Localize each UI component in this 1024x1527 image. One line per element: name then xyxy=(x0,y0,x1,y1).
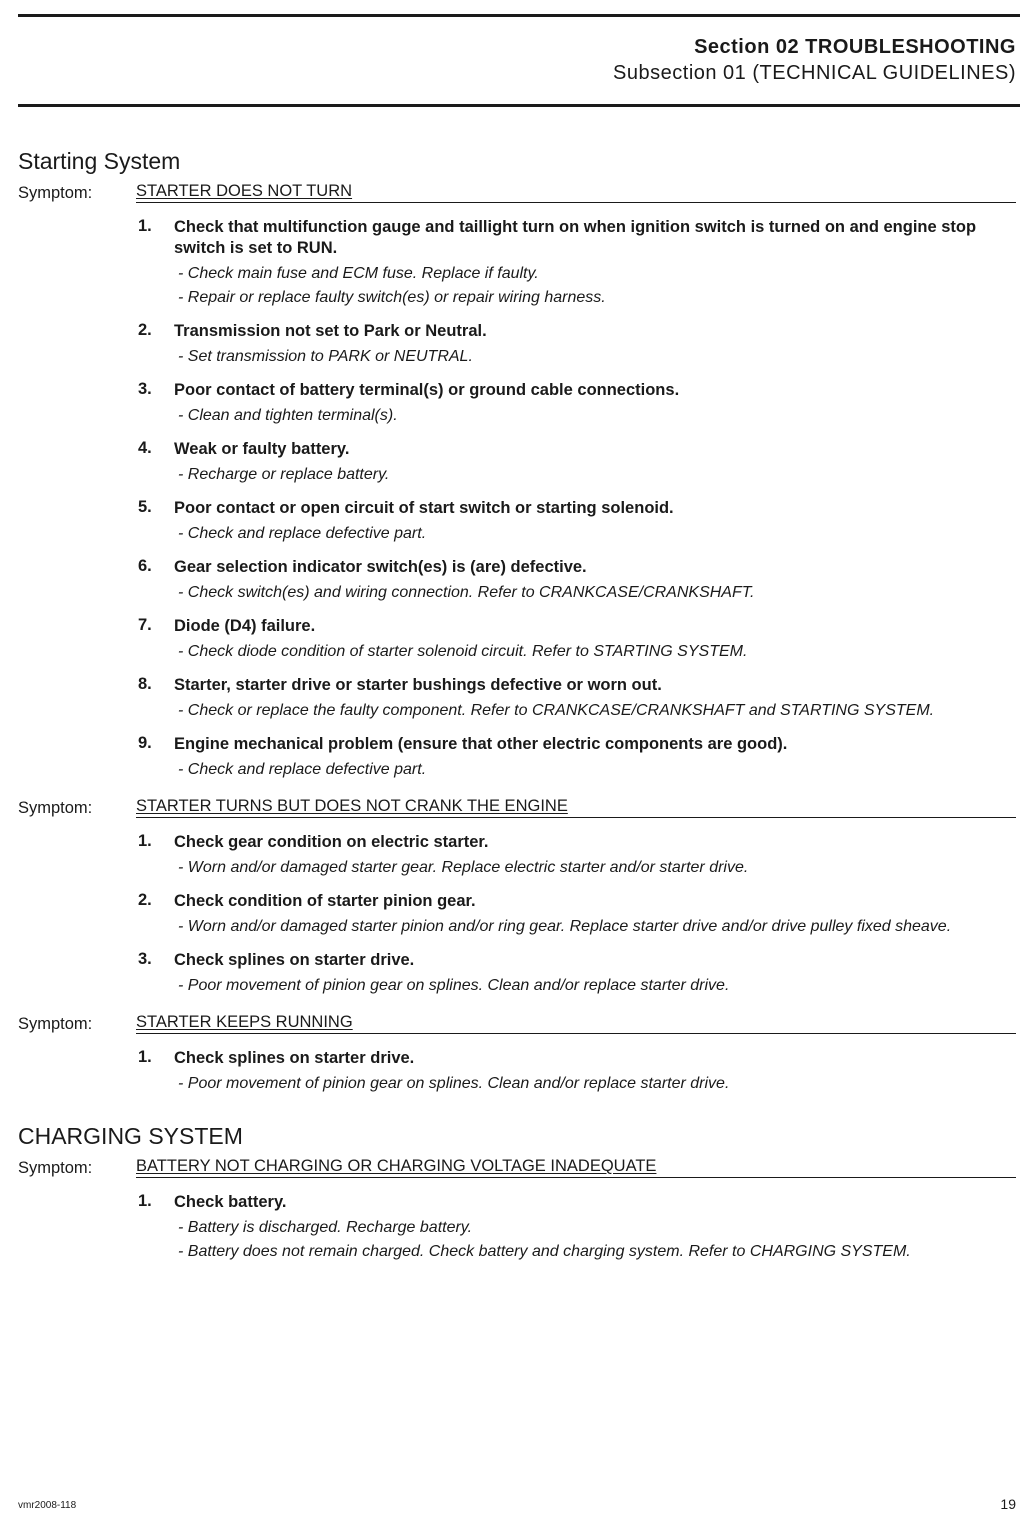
step-check: Poor contact of battery terminal(s) or ground cable connections. xyxy=(174,381,680,399)
step-check: Diode (D4) failure. xyxy=(174,617,316,635)
step-check: Check that multifunction gauge and taillight turn on when ignition switch is turned on and engine stop switch is set to RUN. xyxy=(174,218,977,257)
step-action: - Check main fuse and ECM fuse. Replace if faulty. xyxy=(178,265,539,282)
page-header xyxy=(613,34,1016,86)
step-check: Check condition of starter pinion gear. xyxy=(174,892,476,910)
step-number: 6. xyxy=(138,557,152,575)
symptom-row xyxy=(18,1013,1016,1034)
step-check: Check splines on starter drive. xyxy=(174,951,415,969)
step-action: - Poor movement of pinion gear on splines. Clean and/or replace starter drive. xyxy=(178,977,730,994)
step-body xyxy=(174,616,1016,661)
header-rule-top xyxy=(18,14,1020,17)
step-body xyxy=(174,675,1016,720)
step-body xyxy=(174,950,1016,995)
step-check: Check splines on starter drive. xyxy=(174,1049,415,1067)
step-item xyxy=(136,321,1016,366)
symptom-label: Symptom: xyxy=(18,799,93,817)
step-item xyxy=(136,439,1016,484)
step-body xyxy=(174,557,1016,602)
step-number: 1. xyxy=(138,217,152,235)
system-title: Starting System xyxy=(18,148,181,174)
symptom-text: STARTER DOES NOT TURN xyxy=(136,182,1016,203)
step-body xyxy=(174,321,1016,366)
step-number: 3. xyxy=(138,380,152,398)
symptom-label: Symptom: xyxy=(18,1015,93,1033)
step-action: - Battery is discharged. Recharge battery. xyxy=(178,1219,473,1236)
step-item xyxy=(136,217,1016,307)
step-number: 1. xyxy=(138,1192,152,1210)
step-check: Starter, starter drive or starter bushings defective or worn out. xyxy=(174,676,662,694)
step-body xyxy=(174,380,1016,425)
step-action: - Check and replace defective part. xyxy=(178,525,427,542)
step-item xyxy=(136,832,1016,877)
step-body xyxy=(174,734,1016,779)
symptom-row xyxy=(18,1157,1016,1178)
step-number: 4. xyxy=(138,439,152,457)
symptom-text: STARTER KEEPS RUNNING xyxy=(136,1013,1016,1034)
step-number: 1. xyxy=(138,832,152,850)
section-title: Section 02 TROUBLESHOOTING xyxy=(694,36,1016,58)
step-item xyxy=(136,1048,1016,1093)
step-item xyxy=(136,675,1016,720)
symptom-text: BATTERY NOT CHARGING OR CHARGING VOLTAGE INADEQUATE xyxy=(136,1157,1016,1178)
step-item xyxy=(136,557,1016,602)
step-item xyxy=(136,950,1016,995)
symptom-row xyxy=(18,182,1016,203)
step-number: 9. xyxy=(138,734,152,752)
step-body xyxy=(174,498,1016,543)
step-check: Poor contact or open circuit of start switch or starting solenoid. xyxy=(174,499,674,517)
step-number: 3. xyxy=(138,950,152,968)
symptom-label: Symptom: xyxy=(18,184,93,202)
step-list xyxy=(18,832,1016,995)
symptom-row xyxy=(18,797,1016,818)
troubleshooting-content xyxy=(18,146,1016,1279)
step-check: Gear selection indicator switch(es) is (are) defective. xyxy=(174,558,587,576)
step-action: - Worn and/or damaged starter pinion and/or ring gear. Replace starter drive and/or drive pulley fixed sheave. xyxy=(178,918,952,935)
step-action: - Repair or replace faulty switch(es) or repair wiring harness. xyxy=(178,289,606,306)
step-item xyxy=(136,498,1016,543)
step-item xyxy=(136,734,1016,779)
step-number: 1. xyxy=(138,1048,152,1066)
step-body xyxy=(174,1048,1016,1093)
step-number: 2. xyxy=(138,891,152,909)
step-check: Check gear condition on electric starter. xyxy=(174,833,489,851)
step-body xyxy=(174,217,1016,307)
step-number: 5. xyxy=(138,498,152,516)
step-list xyxy=(18,217,1016,779)
step-number: 7. xyxy=(138,616,152,634)
step-body xyxy=(174,1192,1016,1261)
subsection-title: Subsection 01 (TECHNICAL GUIDELINES) xyxy=(613,62,1016,84)
step-item xyxy=(136,380,1016,425)
step-action: - Poor movement of pinion gear on splines. Clean and/or replace starter drive. xyxy=(178,1075,730,1092)
step-number: 2. xyxy=(138,321,152,339)
step-list xyxy=(18,1048,1016,1093)
step-action: - Check switch(es) and wiring connection. Refer to CRANKCASE/CRANKSHAFT. xyxy=(178,584,755,601)
symptom-text: STARTER TURNS BUT DOES NOT CRANK THE ENGINE xyxy=(136,797,1016,818)
step-action: - Set transmission to PARK or NEUTRAL. xyxy=(178,348,473,365)
step-action: - Worn and/or damaged starter gear. Replace electric starter and/or starter drive. xyxy=(178,859,749,876)
step-action: - Battery does not remain charged. Check battery and charging system. Refer to CHARGING SYSTEM. xyxy=(178,1243,911,1260)
step-body xyxy=(174,891,1016,936)
step-body xyxy=(174,439,1016,484)
step-check: Check battery. xyxy=(174,1193,287,1211)
step-action: - Clean and tighten terminal(s). xyxy=(178,407,398,424)
step-check: Weak or faulty battery. xyxy=(174,440,350,458)
document-code: vmr2008-118 xyxy=(18,1500,77,1511)
step-list xyxy=(18,1192,1016,1261)
symptom-label: Symptom: xyxy=(18,1159,93,1177)
step-number: 8. xyxy=(138,675,152,693)
step-item xyxy=(136,891,1016,936)
step-action: - Check or replace the faulty component. Refer to CRANKCASE/CRANKSHAFT and STARTING SYSTEM. xyxy=(178,702,935,719)
step-item xyxy=(136,1192,1016,1261)
step-item xyxy=(136,616,1016,661)
step-check: Transmission not set to Park or Neutral. xyxy=(174,322,487,340)
step-check: Engine mechanical problem (ensure that other electric components are good). xyxy=(174,735,788,753)
step-action: - Check diode condition of starter solenoid circuit. Refer to STARTING SYSTEM. xyxy=(178,643,748,660)
system-title: CHARGING SYSTEM xyxy=(18,1123,243,1149)
header-rule-bottom xyxy=(18,104,1020,107)
page-number: 19 xyxy=(1000,1496,1016,1512)
step-body xyxy=(174,832,1016,877)
step-action: - Check and replace defective part. xyxy=(178,761,427,778)
step-action: - Recharge or replace battery. xyxy=(178,466,390,483)
